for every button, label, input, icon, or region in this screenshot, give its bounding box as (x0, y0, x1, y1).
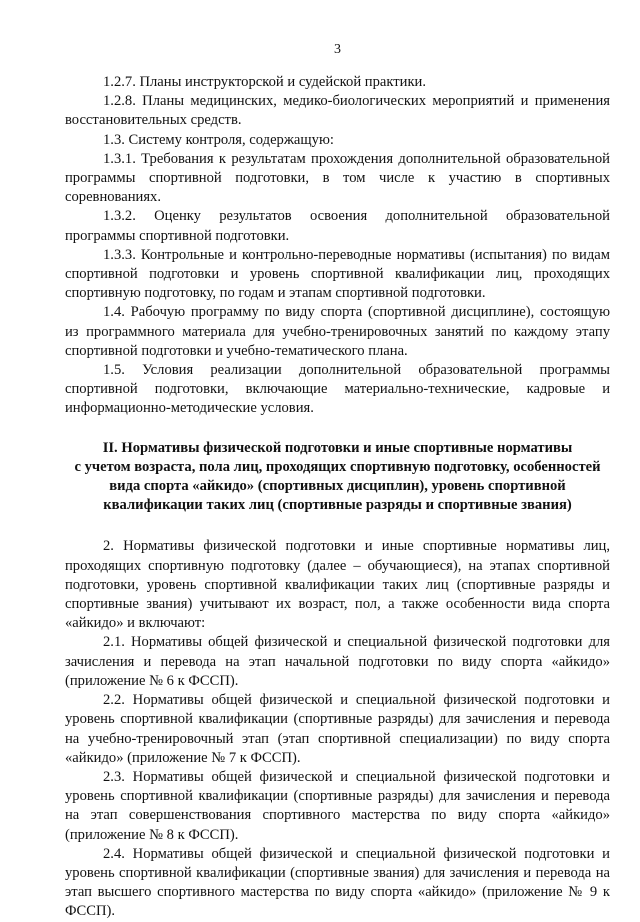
paragraph-2-2: 2.2. Нормативы общей физической и специальной физической подготовки и уровень спортивной квалификации (спортивные разряды) для зачисления и перевода на учебно-тренировочный этап (этап спортивной специализации) по виду спорта «айкидо» (приложение № 7 к ФССП). (65, 692, 610, 766)
paragraph-1-3-2: 1.3.2. Оценку результатов освоения дополнительной образовательной программы спортивной подготовки. (65, 208, 610, 244)
paragraph-1-2-7: 1.2.7. Планы инструкторской и судейской практики. (103, 74, 426, 90)
paragraph-1-3-1: 1.3.1. Требования к результатам прохождения дополнительной образовательной программы спортивной подготовки, в том числе к участию в спортивных соревнованиях. (65, 150, 610, 206)
top-paragraphs (65, 73, 610, 419)
section-heading-line-4: квалификации таких лиц (спортивные разряды и спортивные звания) (103, 497, 572, 514)
paragraph-1-3: 1.3. Систему контроля, содержащую: (103, 131, 334, 148)
section-heading (65, 439, 610, 516)
paragraph-2: 2. Нормативы физической подготовки и иные спортивные нормативы лиц, проходящих спортивную подготовку (далее – обучающиеся), на этапах спортивной подготовки, уровень спортивной квалификации таких лиц (спортивные разряды и спортивные звания) учитывают их возраст, пол, а также особенности вида спорта «айкидо» и включают: (65, 538, 610, 632)
paragraph-1-3-3: 1.3.3. Контрольные и контрольно-переводные нормативы (испытания) по видам спортивной подготовки и уровень спортивной квалификации лиц, проходящих спортивную подготовку, по годам и этапам спортивной подготовки. (65, 246, 610, 302)
paragraph-1-4: 1.4. Рабочую программу по виду спорта (спортивной дисциплине), состоящую из программного материала для учебно-тренировочных занятий по каждому этапу спортивной подготовки и учебно-тематического плана. (65, 304, 610, 359)
section-heading-line-2: с учетом возраста, пола лиц, проходящих спортивную подготовку, особенностей (74, 458, 601, 475)
section-heading-line-1: II. Нормативы физической подготовки и иные спортивные нормативы (102, 439, 573, 456)
section-heading-line-3: вида спорта «айкидо» (спортивных дисциплин), уровень спортивной (109, 478, 566, 495)
paragraph-1-2-8: 1.2.8. Планы медицинских, медико-биологических мероприятий и применения восстановительных средств. (65, 93, 610, 129)
paragraph-2-3: 2.3. Нормативы общей физической и специальной физической подготовки и уровень спортивной квалификации (спортивные разряды) для зачисления и перевода на этап совершенствования спортивного мастерства по виду спорта «айкидо» (приложение № 8 к ФССП). (65, 768, 610, 843)
page-number: 3 (334, 42, 341, 57)
paragraph-1-5: 1.5. Условия реализации дополнительной образовательной программы спортивной подготовки, включающие материально-технические, кадровые и информационно-методические условия. (65, 362, 610, 417)
paragraph-2-4: 2.4. Нормативы общей физической и специальной физической подготовки и уровень спортивной квалификации (спортивные звания) для зачисления и перевода на этап высшего спортивного мастерства по виду спорта «айкидо» (приложение № 9 к ФССП). (65, 845, 610, 920)
bottom-paragraphs (65, 537, 610, 921)
paragraph-2-1: 2.1. Нормативы общей физической и специальной физической подготовки для зачисления и перевода на этап начальной подготовки по виду спорта «айкидо» (приложение № 6 к ФССП). (65, 634, 610, 689)
